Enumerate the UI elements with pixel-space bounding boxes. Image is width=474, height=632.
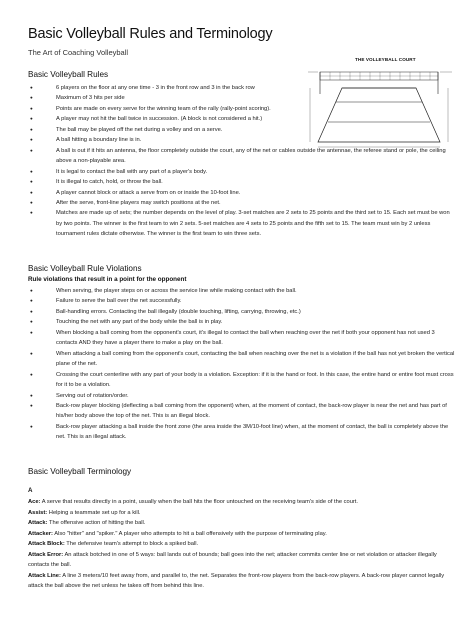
page-subtitle: The Art of Coaching Volleyball bbox=[28, 48, 129, 57]
list-item: ● The ball may be played off the net during a volley and on a serve. bbox=[30, 125, 300, 135]
court-figure-title: THE VOLLEYBALL COURT bbox=[355, 57, 416, 62]
violations-list bbox=[30, 286, 456, 443]
term-name: Attacker: bbox=[28, 530, 53, 537]
list-item: ● 6 players on the floor at any one time - 3 in the front row and 3 in the back row bbox=[30, 83, 300, 93]
list-item: ● It is legal to contact the ball with any part of a player's body. bbox=[30, 167, 456, 177]
term-name: Attack: bbox=[28, 520, 48, 526]
list-item: ● Maximum of 3 hits per side bbox=[30, 93, 300, 103]
term-name: Attack Error: bbox=[28, 551, 64, 558]
net-mesh bbox=[320, 72, 438, 80]
list-item: ● When attacking a ball coming from the opponent's court, contacting the ball when reaching over the net is a violation if the ball has not yet broken the vertical plane of the net. bbox=[30, 349, 456, 370]
violations-subheading: Rule violations that result in a point for the opponent bbox=[28, 276, 187, 283]
term-entry bbox=[28, 518, 448, 529]
list-item: ● Serving out of rotation/order. bbox=[30, 391, 456, 401]
term-entry bbox=[28, 539, 448, 550]
term-definition: The defensive team's attempt to block a spiked ball. bbox=[66, 541, 199, 547]
list-item: ● Touching the net with any part of the body while the ball is in play. bbox=[30, 317, 456, 327]
term-name: Ace: bbox=[28, 499, 41, 505]
term-definition: A line 3 meters/10 feet away from, and parallel to, the net. Separates the front-row players from the back-row players. A back-row player cannot legally attack the ball above the net unless he takes off from behind this line. bbox=[28, 572, 445, 589]
term-entry bbox=[28, 550, 448, 571]
term-entry bbox=[28, 571, 448, 592]
term-entry bbox=[28, 529, 448, 540]
term-definition: Helping a teammate set up for a kill. bbox=[48, 509, 141, 516]
court-boundary bbox=[318, 88, 440, 142]
list-item: ● Ball-handling errors. Contacting the ball illegally (double touching, lifting, carrying, throwing, etc.) bbox=[30, 307, 456, 317]
list-item: ● A player may not hit the ball twice in succession. (A block is not considered a hit.) bbox=[30, 114, 300, 124]
terminology-letter: A bbox=[28, 487, 33, 494]
list-item: ● Crossing the court centerline with any part of your body is a violation. Exception: if it is the hand or foot. In this case, the entire hand or entire foot must cross for it to be a violation. bbox=[30, 370, 456, 391]
term-entry bbox=[28, 497, 448, 508]
violations-heading: Basic Volleyball Rule Violations bbox=[28, 264, 142, 273]
volleyball-court-diagram bbox=[306, 54, 456, 150]
term-name: Attack Block: bbox=[28, 541, 65, 547]
list-item: ● A ball hitting a boundary line is in. bbox=[30, 135, 300, 145]
term-entry bbox=[28, 508, 448, 519]
list-item: ● After the serve, front-line players may switch positions at the net. bbox=[30, 198, 456, 208]
rules-heading: Basic Volleyball Rules bbox=[28, 70, 109, 79]
rules-list-bottom bbox=[30, 146, 456, 240]
list-item: ● A ball is out if it hits an antenna, the floor completely outside the court, any of the net or cables outside the antennae, the referee stand or pole, the ceiling above a non-playable area. bbox=[30, 146, 456, 167]
term-definition: An attack botched in one of 5 ways: ball lands out of bounds; ball goes into the net; attacker commits center line or net violation or attacker illegally contacts the ball. bbox=[28, 551, 437, 568]
list-item: ● When blocking a ball coming from the opponent's court, it's illegal to contact the ball when reaching over the net if both your opponent has not used 3 contacts AND they have a player there to make a play on the ball. bbox=[30, 328, 456, 349]
list-item: ● Back-row player attacking a ball inside the front zone (the area inside the 3M/10-foot line) when, at the moment of contact, the ball is completely above the net. This is an illegal attack. bbox=[30, 422, 456, 443]
term-definition: The offensive action of hitting the ball. bbox=[49, 520, 146, 526]
term-definition: A serve that results directly in a point, usually when the ball hits the floor untouched on the receiving team's side of the court. bbox=[41, 499, 358, 505]
term-name: Assist: bbox=[28, 509, 48, 516]
list-item: ● Failure to serve the ball over the net successfully. bbox=[30, 296, 456, 306]
term-definition: Also "hitter" and "spiker." A player who attempts to hit a ball offensively with the purpose of terminating play. bbox=[54, 530, 327, 537]
list-item: ● It is illegal to catch, hold, or throw the ball. bbox=[30, 177, 456, 187]
term-name: Attack Line: bbox=[28, 572, 61, 579]
terminology-list bbox=[28, 497, 448, 592]
list-item: ● Points are made on every serve for the winning team of the rally (rally-point scoring). bbox=[30, 104, 300, 114]
terminology-heading: Basic Volleyball Terminology bbox=[28, 467, 132, 476]
list-item: ● A player cannot block or attack a serve from on or inside the 10-foot line. bbox=[30, 188, 456, 198]
list-item: ● Matches are made up of sets; the number depends on the level of play. 3-set matches are 2 sets to 25 points and the third set to 15. Each set must be won by two points. The winner is the first team to win 2 sets. 5-set matches are 4 sets to 25 points and the fifth set to 15. The team must win by 2 unless tournament rules dictate otherwise. The winner is the first team to win three sets. bbox=[30, 208, 456, 239]
list-item: ● When serving, the player steps on or across the service line while making contact with the ball. bbox=[30, 286, 456, 296]
page-title: Basic Volleyball Rules and Terminology bbox=[28, 26, 273, 42]
list-item: ● Back-row player blocking (deflecting a ball coming from the opponent) when, at the moment of contact, the back-row player is near the net and has part of his/her body above the top of the net. This is an illegal block. bbox=[30, 401, 456, 422]
rules-list-top bbox=[30, 83, 300, 146]
